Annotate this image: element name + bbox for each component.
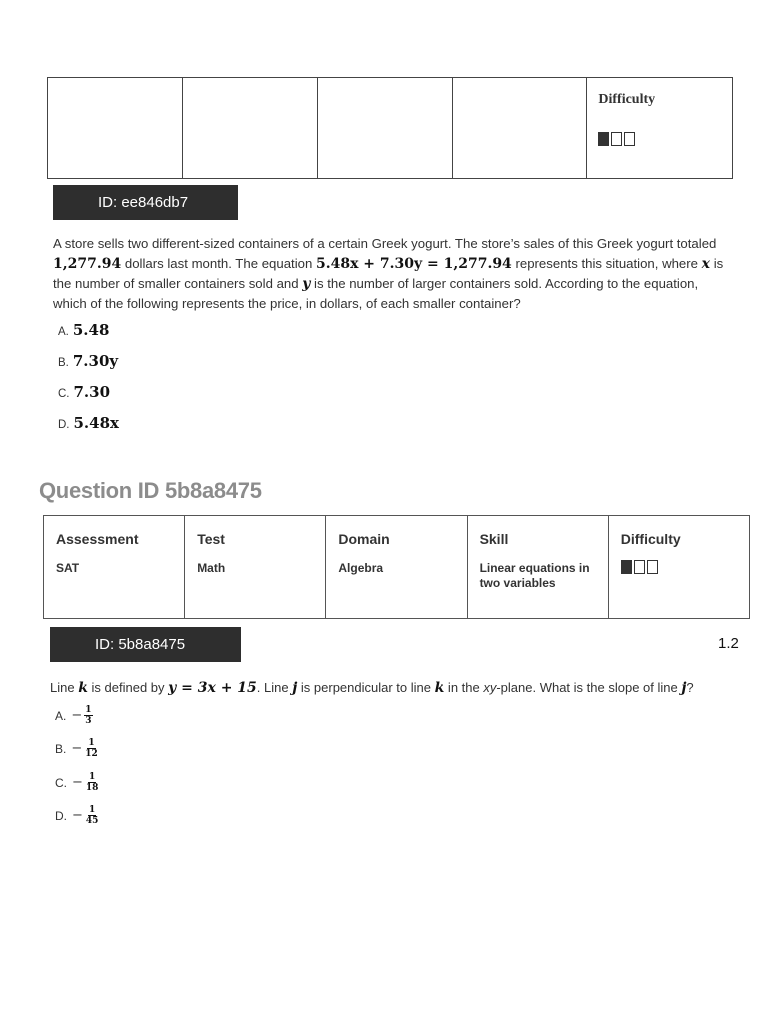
choice-label: A. — [58, 326, 69, 338]
choice-value: 5.48 — [72, 321, 110, 339]
question1-choice-d[interactable] — [58, 414, 119, 432]
choice-value: 7.30y — [72, 352, 119, 370]
question2-id-bar: ID: 5b8a8475 — [50, 627, 241, 662]
prompt-math-var-x: x — [701, 256, 711, 272]
prompt-text: A store sells two different-sized containers of a certain Greek yogurt. The store’s sales of this Greek yogurt totaled — [53, 236, 717, 251]
choice-sign: − — [71, 708, 83, 723]
choice-sign: − — [71, 741, 83, 756]
metadata-cell-skill — [452, 78, 587, 179]
prompt-math-var-y: y — [302, 276, 311, 292]
choice-value: 7.30 — [73, 383, 111, 401]
metadata-value-domain: Algebra — [338, 561, 384, 575]
metadata-header-domain: Domain — [338, 531, 390, 547]
difficulty-box-empty — [611, 132, 622, 146]
difficulty-meter — [598, 132, 635, 146]
metadata-value-test: Math — [197, 561, 226, 575]
prompt-math-equation: 5.48x + 7.30y = 1,277.94 — [315, 256, 512, 272]
choice-fraction — [85, 772, 100, 793]
prompt-text: Line — [50, 680, 79, 695]
prompt-math-line-j: j — [681, 680, 687, 696]
metadata-header-difficulty: Difficulty — [620, 531, 681, 547]
metadata-header-test: Test — [197, 531, 225, 547]
metadata-header-skill: Skill — [479, 531, 509, 547]
metadata-cell-assessment — [48, 78, 183, 179]
question1-choice-c[interactable] — [58, 383, 110, 401]
choice-label: C. — [58, 388, 70, 400]
choice-label: B. — [55, 741, 67, 756]
prompt-text: is perpendicular to line — [297, 680, 435, 695]
version-number: 1.2 — [718, 635, 739, 652]
fraction-denominator: 45 — [85, 816, 99, 826]
metadata-cell-assessment — [44, 516, 185, 619]
choice-sign: − — [72, 808, 83, 823]
difficulty-box-filled — [621, 560, 632, 574]
question1-choice-b[interactable] — [58, 352, 118, 370]
metadata-cell-domain — [317, 78, 452, 179]
question2-prompt — [50, 678, 750, 698]
metadata-cell-domain — [326, 516, 467, 619]
choice-label: C. — [55, 775, 67, 790]
question1-choice-a[interactable] — [58, 321, 109, 339]
prompt-math-total: 1,277.94 — [53, 256, 122, 272]
choice-label: A. — [55, 708, 67, 723]
prompt-text: in the — [444, 680, 484, 695]
difficulty-box-empty — [634, 560, 645, 574]
fraction-denominator: 18 — [85, 783, 99, 793]
fraction-numerator: 1 — [85, 705, 92, 715]
prompt-math-line-k: k — [434, 680, 445, 696]
fraction-denominator: 12 — [85, 749, 98, 759]
choice-fraction — [84, 738, 99, 759]
metadata-header-assessment: Assessment — [56, 531, 139, 547]
prompt-text: is the number of larger containers sold. According to the equation, which of the following represents the price, in dollars, of each smaller container? — [53, 276, 699, 311]
choice-label: D. — [58, 419, 70, 431]
question2-heading: Question ID 5b8a8475 — [39, 478, 262, 503]
question2-choice-c[interactable] — [55, 772, 99, 793]
metadata-value-skill: Linear equations in two variables — [479, 561, 590, 590]
fraction-numerator: 1 — [88, 738, 95, 748]
metadata-cell-test — [185, 516, 326, 619]
prompt-text: . Line — [256, 680, 293, 695]
metadata-cell-difficulty — [587, 78, 733, 179]
prompt-text: dollars last month. The equation — [121, 256, 316, 271]
metadata-value-assessment: SAT — [56, 561, 80, 575]
choice-fraction — [85, 805, 100, 826]
difficulty-meter-wrap — [621, 560, 749, 578]
difficulty-box-filled — [598, 132, 609, 146]
prompt-text: is defined by — [87, 680, 169, 695]
choice-value: 5.48x — [73, 414, 119, 432]
question1-prompt — [53, 234, 733, 314]
prompt-text: -plane. What is the slope of line — [496, 680, 682, 695]
metadata-cell-test — [182, 78, 317, 179]
question2-choice-b[interactable] — [55, 738, 99, 759]
difficulty-meter — [621, 560, 658, 574]
prompt-math-line-j: j — [292, 680, 298, 696]
choice-label: B. — [58, 357, 69, 369]
prompt-text: ? — [686, 680, 694, 695]
fraction-numerator: 1 — [89, 772, 96, 782]
prompt-text: is the number of smaller containers sold and — [53, 256, 724, 291]
difficulty-box-empty — [647, 560, 658, 574]
question2-metadata-table — [43, 515, 750, 619]
choice-fraction — [84, 705, 92, 726]
difficulty-box-empty — [624, 132, 635, 146]
choice-label: D. — [55, 808, 67, 823]
metadata-cell-difficulty — [608, 516, 749, 619]
prompt-math-line-k: k — [78, 680, 88, 696]
question1-id-bar: ID: ee846db7 — [53, 185, 238, 220]
question1-metadata-table — [47, 77, 733, 179]
prompt-math-equation: y = 3x + 15 — [168, 680, 257, 696]
prompt-text: represents this situation, where — [511, 256, 702, 271]
fraction-denominator: 3 — [85, 716, 92, 726]
difficulty-label: Difficulty — [598, 92, 656, 107]
metadata-cell-skill — [467, 516, 608, 619]
question2-choice-a[interactable] — [55, 705, 93, 726]
question2-choice-d[interactable] — [55, 805, 99, 826]
fraction-numerator: 1 — [89, 805, 96, 815]
prompt-plane: xy — [483, 680, 497, 695]
choice-sign: − — [72, 775, 83, 790]
